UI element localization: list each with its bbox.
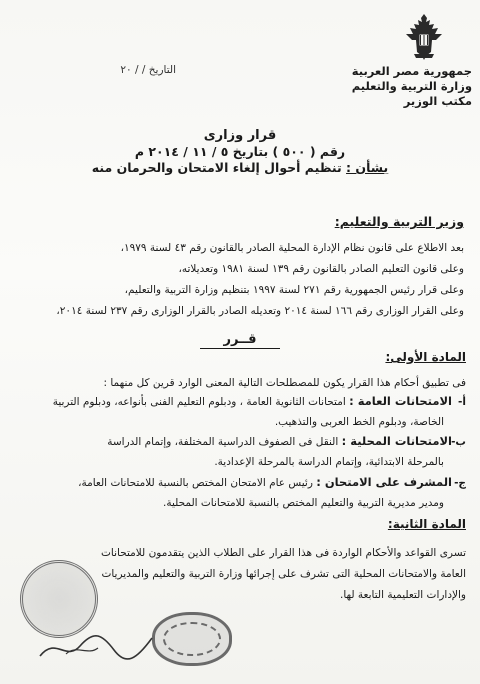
definition-item-b bbox=[14, 432, 466, 472]
preamble bbox=[24, 238, 464, 322]
item-term: المشرف على الامتحان : bbox=[316, 475, 452, 489]
decree-header bbox=[60, 128, 420, 176]
preamble-line: بعد الاطلاع على قانون نظام الإدارة المحلية الصادر بالقانون رقم ٤٣ لسنة ١٩٧٩، bbox=[120, 242, 464, 254]
decided-heading: قــرر bbox=[200, 332, 280, 349]
article-2-title: المادة الثانية: bbox=[387, 517, 466, 531]
item-text: رئيس عام الامتحان المختص بالنسبة للامتحانات العامة، bbox=[78, 477, 317, 489]
item-term: الامتحانات المحلية : bbox=[341, 434, 452, 448]
handwritten-signature bbox=[36, 626, 156, 666]
item-letter: أ- bbox=[458, 396, 466, 408]
definition-item-c bbox=[14, 473, 466, 513]
date-field: التاريخ / / ٢٠ bbox=[120, 64, 176, 76]
article-2-line: والإدارات التعليمية التابعة لها. bbox=[340, 589, 466, 601]
oval-seal-stamp bbox=[152, 612, 232, 666]
decree-title: قرار وزارى bbox=[203, 128, 277, 143]
item-continuation: ومدير مديرية التربية والتعليم المختص بالنسبة للامتحانات المحلية. bbox=[162, 496, 444, 509]
item-text: امتحانات الثانوية العامة ، ودبلوم التعليم الفنى بأنواعه، ودبلوم التربية bbox=[52, 396, 350, 408]
article-1-title: المادة الأولى: bbox=[385, 350, 466, 364]
item-continuation: الخاصة، ودبلوم الخط العربى والتذهيب. bbox=[274, 415, 444, 428]
preamble-line: وعلى قانون التعليم الصادر بالقانون رقم ١٣٩ لسنة ١٩٨١ وتعديلاته، bbox=[178, 263, 464, 275]
item-term: الامتحانات العامة : bbox=[349, 394, 452, 408]
article-2-line: تسرى القواعد والأحكام الواردة فى هذا القرار على الطلاب الذين يتقدمون للامتحانات bbox=[100, 547, 466, 559]
article-1-intro-line: فى تطبيق أحكام هذا القرار يكون للمصطلحات التالية المعنى الوارد قرين كل منهما : bbox=[103, 377, 466, 389]
item-letter: ج- bbox=[454, 477, 466, 489]
subject-label: بشأن : bbox=[346, 160, 389, 175]
ministry-name: وزارة التربية والتعليم bbox=[351, 79, 472, 93]
office-name: مكتب الوزير bbox=[403, 94, 472, 108]
definition-item-a bbox=[14, 392, 466, 432]
item-letter: ب- bbox=[451, 436, 466, 448]
ministry-header bbox=[302, 64, 472, 109]
article-2-line: العامة والامتحانات المحلية التى تشرف على إجرائها وزارة التربية والتعليم والمديريات bbox=[101, 568, 466, 580]
country-name: جمهورية مصر العربية bbox=[351, 64, 472, 78]
eagle-emblem-icon bbox=[402, 10, 446, 62]
item-text: النقل فى الصفوف الدراسية المختلفة، وإتمام الدراسة bbox=[107, 436, 342, 448]
preamble-line: وعلى قرار رئيس الجمهورية رقم ٢٧١ لسنة ١٩٩٧ بتنظيم وزارة التربية والتعليم، bbox=[124, 284, 464, 296]
subject-text: تنظيم أحوال إلغاء الامتحان والحرمان منه bbox=[91, 160, 342, 175]
minister-title: وزير التربية والتعليم: bbox=[334, 214, 464, 229]
preamble-line: وعلى القرار الوزارى رقم ١٦٦ لسنة ٢٠١٤ وتعديله الصادر بالقرار الوزارى رقم ٢٣٧ لسنة ٢٠١٤، bbox=[56, 305, 464, 317]
decree-subject bbox=[60, 160, 420, 176]
article-1-intro bbox=[18, 374, 466, 394]
item-continuation: بالمرحلة الابتدائية، وإتمام الدراسة بالمرحلة الإعدادية. bbox=[214, 455, 444, 468]
decree-number: رقم ( ٥٠٠ ) بتاريخ ٥ / ١١ / ٢٠١٤ م bbox=[134, 144, 346, 159]
